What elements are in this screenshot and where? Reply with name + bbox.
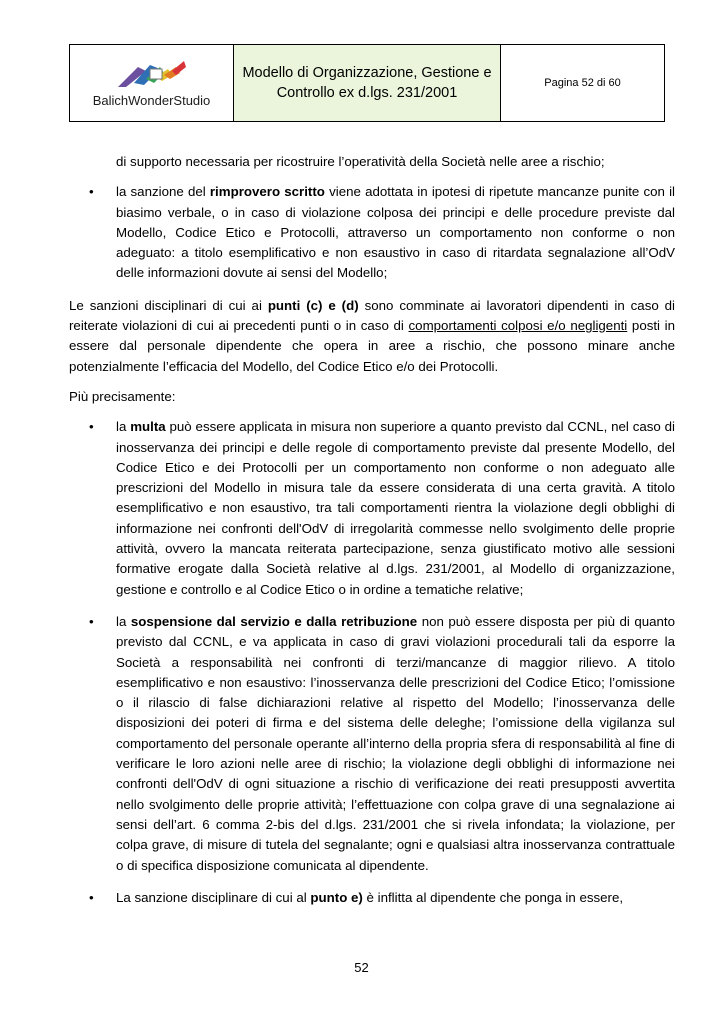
list-item: • la sanzione del rimprovero scritto viene adottata in ipotesi di ripetute mancanze punite con il biasimo verbale, o in caso di violazione colposa dei principi e delle procedure previste dal Modello, Codice Etico e Protocolli, attraverso un comportamento non conforme o non adeguato: a titolo esemplificativo e non esaustivo in caso di ritardata segnalazione all’OdV delle informazioni dovute ai sensi del Modello; — [89, 184, 676, 281]
bullet-icon: • — [89, 889, 94, 905]
continued-text: di supporto necessaria per ricostruire l’operatività della Società nelle aree a rischio; — [116, 154, 605, 169]
paragraph: Più precisamente: — [69, 388, 176, 404]
page-label: Pagina 52 di 60 — [544, 77, 621, 89]
bullet-list-2 — [69, 417, 675, 908]
list-item: • La sanzione disciplinare di cui al punto e) è inflitta al dipendente che ponga in essere, — [69, 888, 675, 908]
paragraph: Le sanzioni disciplinari di cui ai punti (c) e (d) sono comminate ai lavoratori dipendenti in caso di reiterate violazioni di cui ai precedenti punti o in caso di comportamenti colposi e/o negligenti posti in essere dal personale dipendente che opera in aree a rischio, che possono minare anche potenzialmente l’efficacia del Modello, del Codice Etico e/o dei Protocolli. — [69, 297, 676, 374]
brand-logo-icon — [116, 57, 188, 93]
brand-name: BalichWonderStudio — [92, 93, 211, 108]
logo-cell — [70, 45, 234, 121]
bullet-icon: • — [89, 613, 94, 629]
document-title: Modello di Organizzazione, Gestione e Controllo ex d.lgs. 231/2001 — [234, 45, 501, 121]
bullet-icon: • — [89, 184, 94, 200]
document-body — [69, 152, 675, 920]
list-item: • la sospensione dal servizio e dalla retribuzione non può essere disposta per più di quanto previsto dal CCNL, e va applicata in caso di gravi violazioni procedurali tali da esporre la Società a responsabilità nei confronti di terzi/mancanze di maggior rilievo. A titolo esemplificativo e non esaustivo: l’inosservanza delle prescrizioni del Codice Etico; l’omissione o il rilascio di false dichiarazioni relative al rispetto del Modello; l’inosservanza delle disposizioni dei poteri di firma e del sistema delle deleghe; l’omissione della vigilanza sul comportamento del personale operante all’interno della propria sfera di responsabilità al fine di verificare le loro azioni nelle aree di rischio; la violazione degli obblighi di informazione nei confronti dell'OdV di ogni situazione a rischio di verificazione dei reati presupposti avvertita nello svolgimento delle proprie attività; l’effettuazione con colpa grave di una segnalazione ai sensi dell’art. 6 comma 2-bis del d.lgs. 231/2001 che si rivela infondata; la violazione, per colpa grave, di misure di tutela del segnalante; ogni e qualsiasi altra inosservanza contrattuale o di specifica disposizione comunicata al dipendente. — [89, 613, 676, 873]
bullet-icon: • — [89, 419, 94, 435]
page-number: 52 — [354, 960, 369, 975]
header-table — [69, 44, 665, 122]
list-item: • la multa può essere applicata in misura non superiore a quanto previsto dal CCNL, nel caso di inosservanza dei principi e delle regole di comportamento previste dal presente Modello, del Codice Etico e dei Protocolli per un comportamento non conforme o non adeguato alle prescrizioni del Modello in misura tale da essere considerata di una certa gravità. A titolo esemplificativo e non esaustivo, tra tali comportamenti rientra la violazione degli obblighi di informazione nei confronti dell'OdV di irregolarità commesse nello svolgimento delle proprie attività, ovvero la mancata reiterata partecipazione, senza giustificato motivo alle sessioni formative erogate dalla Società relative al d.lgs. 231/2001, al Modello di organizzazione, gestione e controllo e al Codice Etico o in ordine a tematiche relative; — [89, 419, 675, 597]
bullet-list-1 — [69, 182, 675, 283]
